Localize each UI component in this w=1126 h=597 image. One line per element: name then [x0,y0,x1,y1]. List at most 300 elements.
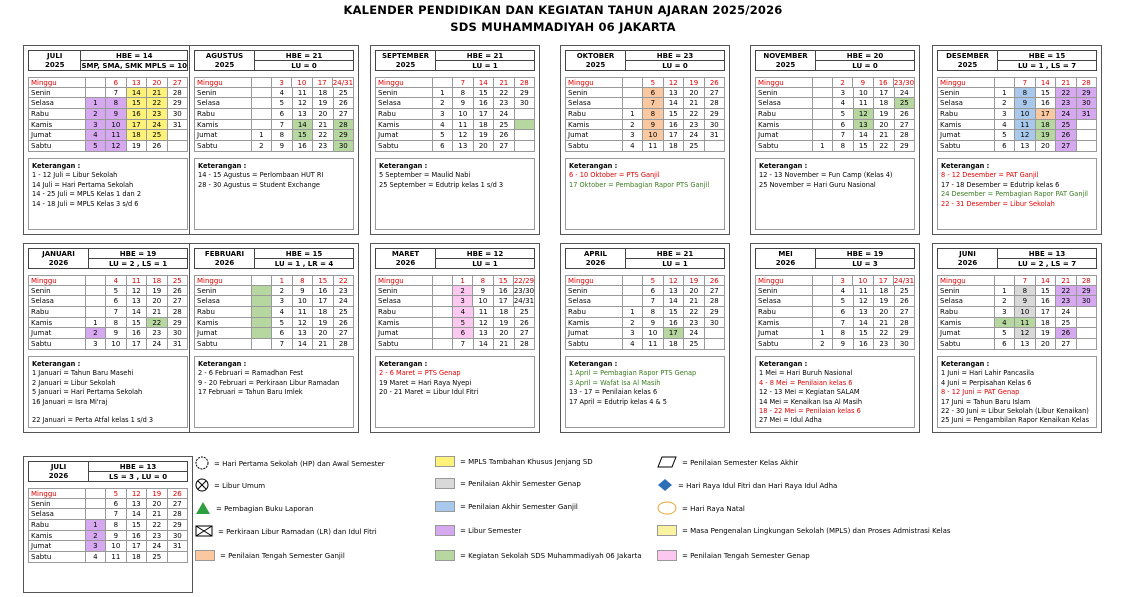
day-label: Jumat [375,328,433,339]
week-row [375,130,535,141]
date-cell: 13 [293,109,313,120]
week-row [755,318,915,329]
date-cell: 23 [494,98,514,109]
month-year: 2025 [214,61,235,70]
date-cell: 13 [664,286,684,297]
week-row [755,88,915,99]
day-label: Minggu [28,488,86,499]
date-cell: 22 [874,141,894,152]
month-header [755,248,915,269]
date-cell: 8 [473,275,493,286]
note-line: 8 - 12 Juni = PAT Genap [941,388,1020,397]
date-cell: 13 [854,307,874,318]
notes-box [375,158,535,230]
date-cell [1077,120,1097,131]
date-cell: 17 [313,77,333,88]
date-cell: 7 [453,77,473,88]
date-cell: 2 [995,98,1015,109]
date-cell: 5 [86,141,106,152]
month-card [189,45,359,235]
legend-label: = Hari Raya Natal [682,505,745,513]
day-label: Sabtu [937,141,995,152]
date-cell: 8 [453,88,473,99]
date-cell [252,296,272,307]
date-cell [705,328,725,339]
date-cell: 5 [833,109,853,120]
date-cell: 24 [1056,109,1076,120]
date-cell: 15 [494,275,514,286]
date-cell: 14 [127,509,147,520]
page-title: KALENDER PENDIDIKAN DAN KEGIATAN TAHUN AJARAN 2025/2026 [343,3,783,17]
date-cell: 2 [252,141,272,152]
date-cell: 31 [168,120,188,131]
date-cell: 25 [1056,120,1076,131]
date-cell: 5 [106,488,126,499]
note-line: 1 Juni = Hari Lahir Pancasila [941,369,1035,378]
date-cell: 19 [494,318,514,329]
day-label: Selasa [937,296,995,307]
date-cell: 13 [127,77,147,88]
day-label: Minggu [375,275,433,286]
note-line: 1 Januari = Tahun Baru Masehi [32,369,134,378]
note-line: 1 - 12 Juli = Libur Sekolah [32,171,118,180]
date-cell: 24 [895,88,915,99]
hbe-count: HBE = 21 [285,51,323,60]
note-line: 17 Juni = Tahun Baru Islam [941,397,1031,406]
date-cell: 1 [995,286,1015,297]
week-row [937,328,1097,339]
date-cell: 9 [1015,296,1035,307]
notes-heading: Keterangan : [379,162,428,170]
date-cell: 7 [106,88,126,99]
date-cell: 1 [995,88,1015,99]
legend-item [435,525,521,536]
legend-label: = Penilaian Semester Kelas Akhir [682,459,799,467]
month-name: DESEMBER [946,51,989,60]
day-label: Sabtu [755,339,813,350]
day-label: Minggu [565,77,623,88]
hbe-count: HBE = 21 [466,51,504,60]
date-cell: 9 [106,531,126,542]
date-cell: 26 [705,275,725,286]
date-cell: 11 [106,552,126,563]
day-label: Rabu [937,307,995,318]
date-cell: 4 [995,318,1015,329]
week-row [194,307,354,318]
date-cell: 8 [106,520,126,531]
day-label: Jumat [755,130,813,141]
date-cell: 17 [664,328,684,339]
date-cell [86,88,106,99]
month-card [932,243,1102,433]
date-cell [252,77,272,88]
legend-item [195,456,385,472]
date-cell: 11 [643,141,663,152]
day-label: Kamis [194,318,252,329]
date-cell: 24/31 [332,79,354,87]
day-label: Senin [937,88,995,99]
date-cell: 18 [494,307,514,318]
date-cell: 10 [453,109,473,120]
date-cell: 24 [147,120,167,131]
date-cell [623,296,643,307]
month-card [750,45,920,235]
date-cell: 24 [494,109,514,120]
day-label: Rabu [375,109,433,120]
holiday-count: LU = 0 [816,60,914,70]
week-row [755,339,915,350]
month-name: FEBRUARI [204,249,245,258]
date-cell: 6 [643,88,663,99]
date-cell: 19 [313,318,333,329]
date-cell [433,286,453,297]
day-label: Senin [375,88,433,99]
week-row [565,109,725,120]
week-row [28,88,188,99]
holiday-count: SMP, SMA, SMK MPLS = 10 [81,61,187,70]
date-cell: 28 [895,130,915,141]
legend-label: = Perkiraan Libur Ramadan (LR) dan Idul Fitri [218,528,377,536]
date-cell: 31 [1077,109,1097,120]
date-cell: 17 [474,109,494,120]
pink-swatch-icon [657,550,677,561]
date-cell: 15 [293,130,313,141]
date-cell: 29 [168,520,188,531]
date-cell: 28 [705,98,725,109]
date-cell [813,286,833,297]
date-cell: 4 [833,98,853,109]
month-year: 2025 [957,61,978,70]
date-cell: 3 [995,307,1015,318]
date-cell [433,275,453,286]
legend-label: = Kegiatan Sekolah SDS Muhammadiyah 06 Jakarta [460,551,642,560]
date-cell: 22 [1056,286,1076,297]
week-row [28,286,188,297]
date-cell: 16 [127,109,147,120]
date-cell: 11 [293,307,313,318]
note-line: 8 - 12 Desember = PAT Ganjil [941,171,1039,180]
date-cell: 2 [86,328,106,339]
day-label: Kamis [28,531,86,542]
legend-item [435,478,581,489]
date-cell: 27 [705,286,725,297]
date-cell: 28 [1077,275,1097,286]
note-line: 25 November = Hari Guru Nasional [759,180,876,189]
notes-box [565,158,725,230]
date-cell: 2 [86,109,106,120]
month-header [28,461,188,482]
date-cell: 4 [623,141,643,152]
month-header [375,50,535,71]
holiday-count: LU = 1 , LS = 7 [998,60,1096,70]
date-cell: 25 [334,88,354,99]
date-cell [1077,339,1097,350]
date-cell: 20 [684,286,704,297]
month-year: 2025 [44,61,65,70]
date-cell: 16 [1036,296,1056,307]
date-cell [168,552,188,563]
legend [195,448,1125,596]
day-label: Senin [28,88,86,99]
week-row [28,339,188,350]
date-cell: 5 [995,328,1015,339]
month-header [28,248,188,269]
date-cell: 16 [474,98,494,109]
note-line: 14 - 25 Juli = MPLS Kelas 1 dan 2 [32,190,142,199]
date-cell: 17 [313,296,333,307]
date-cell: 4 [833,286,853,297]
note-line: 22 - 30 Juni = Libur Sekolah (Libur Kenaikan) [941,407,1089,416]
week-row [565,318,725,329]
date-cell: 8 [643,307,663,318]
date-cell [433,307,453,318]
month-name: AGUSTUS [205,51,244,60]
date-cell: 6 [106,296,126,307]
date-cell [515,130,535,141]
week-row [194,120,354,131]
date-cell: 8 [106,318,126,329]
date-cell [433,328,453,339]
date-cell: 20 [874,307,894,318]
date-cell: 10 [643,130,663,141]
week-row [28,552,188,563]
date-cell: 13 [1015,141,1035,152]
date-cell: 16 [293,141,313,152]
date-cell: 9 [643,120,663,131]
date-cell: 21 [147,307,167,318]
date-cell: 12 [127,286,147,297]
week-row [28,296,188,307]
date-cell: 29 [705,307,725,318]
hbe-count: HBE = 19 [119,249,157,258]
date-cell [813,130,833,141]
date-cell: 26 [168,286,188,297]
month-header [194,50,354,71]
notes-heading: Keterangan : [198,360,247,368]
day-label: Kamis [755,318,813,329]
legend-label: = Hari Pertama Sekolah (HP) dan Awal Semester [214,460,385,468]
date-cell: 21 [874,318,894,329]
date-cell [813,88,833,99]
legend-item [657,550,810,561]
date-cell: 9 [833,339,853,350]
date-cell: 23 [1056,98,1076,109]
date-cell: 14 [1036,275,1056,286]
holiday-count: LU = 1 , LR = 4 [255,258,353,268]
date-cell: 30 [168,328,188,339]
date-cell [1077,141,1097,152]
date-cell: 19 [1036,130,1056,141]
date-cell: 23 [334,286,354,297]
legend-label: = Pembagian Buku Laporan [216,505,314,513]
date-cell: 15 [313,275,333,286]
week-row [28,98,188,109]
diamond-icon [657,478,673,494]
day-grid [755,275,915,350]
date-cell: 23/30 [513,286,535,295]
date-cell: 14 [664,98,684,109]
day-label: Senin [375,286,433,297]
date-cell: 14 [127,307,147,318]
date-cell: 9 [643,318,663,329]
date-cell: 17 [127,120,147,131]
date-cell: 20 [684,88,704,99]
date-cell [813,296,833,307]
week-row [565,275,725,286]
date-cell: 14 [293,120,313,131]
month-year: 2026 [48,259,69,268]
legend-label: = MPLS Tambahan Khusus Jenjang SD [460,457,593,466]
date-cell: 6 [106,77,126,88]
date-cell: 9 [1015,98,1035,109]
day-label: Rabu [755,307,813,318]
notes-heading: Keterangan : [569,162,618,170]
date-cell: 22 [147,98,167,109]
date-cell: 4 [433,120,453,131]
day-label: Senin [565,88,623,99]
week-row [375,286,535,297]
day-label: Rabu [194,109,252,120]
date-cell: 9 [272,141,292,152]
date-cell: 4 [106,275,126,286]
week-row [194,88,354,99]
date-cell: 24 [334,296,354,307]
date-cell: 27 [705,88,725,99]
date-cell [995,275,1015,286]
date-cell: 28 [705,296,725,307]
date-cell [1077,130,1097,141]
note-line: 18 - 22 Mei = Penilaian kelas 6 [759,407,861,416]
day-label: Minggu [375,77,433,88]
day-label: Senin [28,499,86,510]
date-cell: 27 [334,109,354,120]
date-cell: 30 [515,98,535,109]
week-row [375,141,535,152]
green-swatch-icon [435,550,455,561]
date-cell [86,296,106,307]
date-cell: 18 [313,307,333,318]
week-row [375,296,535,307]
day-label: Selasa [375,98,433,109]
week-row [565,296,725,307]
date-cell: 21 [147,509,167,520]
holiday-count: LU = 3 [816,258,914,268]
date-cell: 17 [1036,109,1056,120]
day-label: Sabtu [375,141,433,152]
day-label: Rabu [755,109,813,120]
week-row [565,328,725,339]
date-cell: 2 [813,339,833,350]
date-cell: 27 [168,296,188,307]
date-cell: 7 [1015,77,1035,88]
date-cell: 13 [127,499,147,510]
date-cell: 25 [147,552,167,563]
date-cell: 18 [664,141,684,152]
week-row [194,141,354,152]
date-cell: 1 [813,141,833,152]
week-row [194,339,354,350]
date-cell: 16 [494,286,514,297]
date-cell: 8 [1015,286,1035,297]
note-line: 13 - 17 = Penilaian kelas 6 [569,388,658,397]
date-cell: 28 [168,307,188,318]
date-cell: 19 [147,286,167,297]
notes-box [28,158,188,230]
date-cell: 20 [494,328,514,339]
day-label: Sabtu [375,339,433,350]
date-cell: 18 [874,98,894,109]
date-cell [252,318,272,329]
date-cell: 26 [168,488,188,499]
date-cell [86,275,106,286]
date-cell: 3 [86,120,106,131]
date-cell: 18 [127,552,147,563]
note-line: 24 Desember = Pembagian Rapor PAT Ganjil [941,190,1088,199]
week-row [28,109,188,120]
date-cell [705,339,725,350]
notes-heading: Keterangan : [32,162,81,170]
date-cell: 25 [147,130,167,141]
date-cell: 1 [623,109,643,120]
holiday-count: LU = 1 [436,60,534,70]
day-label: Kamis [375,120,433,131]
date-cell: 13 [293,328,313,339]
week-row [755,286,915,297]
holiday-count: LU = 2 , LS = 1 [89,258,187,268]
date-cell: 4 [272,307,292,318]
week-row [375,328,535,339]
day-label: Minggu [755,275,813,286]
date-cell: 15 [664,307,684,318]
date-cell: 30 [1077,296,1097,307]
day-label: Senin [937,286,995,297]
date-cell [252,275,272,286]
week-row [28,541,188,552]
date-cell [433,339,453,350]
date-cell: 19 [313,98,333,109]
school-name: SDS MUHAMMADIYAH 06 JAKARTA [450,20,676,34]
date-cell: 3 [86,339,106,350]
date-cell: 10 [106,339,126,350]
date-cell: 10 [1015,109,1035,120]
date-cell: 2 [833,77,853,88]
date-cell: 16 [127,328,147,339]
date-cell: 8 [643,109,663,120]
month-name: JULI [50,462,67,471]
date-cell: 24 [147,541,167,552]
day-grid [375,77,535,152]
date-cell: 6 [995,339,1015,350]
month-card [189,243,359,433]
date-cell: 12 [664,275,684,286]
holiday-count: LU = 1 [626,258,724,268]
date-cell: 6 [272,328,292,339]
date-cell [813,98,833,109]
day-label: Minggu [28,275,86,286]
week-row [565,286,725,297]
date-cell: 28 [515,77,535,88]
date-cell: 21 [494,339,514,350]
legend-item [195,550,345,561]
date-cell: 22 [494,88,514,99]
date-cell: 14 [854,318,874,329]
date-cell: 27 [895,120,915,131]
date-cell [623,98,643,109]
legend-item [657,456,798,470]
date-cell: 16 [313,286,333,297]
day-label: Selasa [937,98,995,109]
date-cell [433,296,453,307]
